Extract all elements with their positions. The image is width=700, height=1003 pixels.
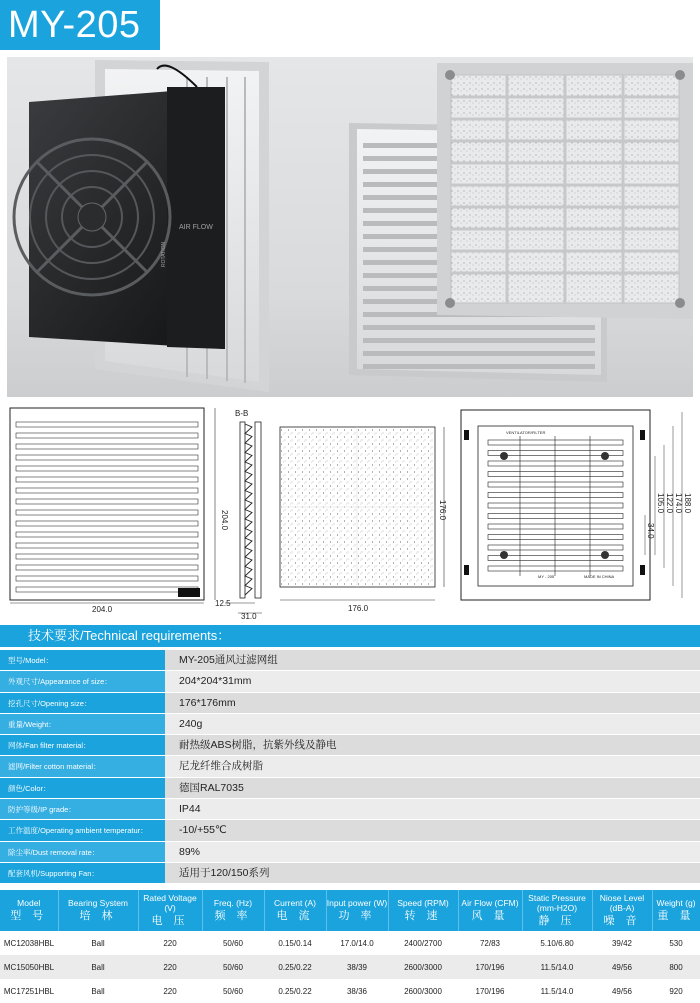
table-cell: 5.10/6.80 [522,931,592,955]
table-cell: Ball [58,979,138,1003]
table-cell: 920 [652,979,700,1003]
table-cell: 530 [652,931,700,955]
front-height-dim: 204.0 [220,510,229,531]
rotation-label: ROTATION [161,241,167,267]
spec-value: -10/+55℃ [165,820,700,841]
section-label: B-B [235,409,249,418]
spec-row [0,756,700,777]
table-cell: 50/60 [202,955,264,979]
rear-view-drawing [461,410,692,600]
rear-dim-label: 105.0 [656,493,665,514]
table-cell: Ball [58,955,138,979]
spec-label: 除尘率/Dust removal rate： [0,842,165,863]
table-cell: 0.25/0.22 [264,955,326,979]
grille-louver [363,325,595,330]
table-cell: MC15050HBL [0,955,58,979]
spec-label: 工作温度/Operating ambient temperatur： [0,820,165,841]
fan-table-header-cell [522,890,592,931]
table-cell: 2400/2700 [388,931,458,955]
rear-slat [488,503,623,508]
spec-value: 176*176mm [165,693,700,714]
table-cell: 49/56 [592,979,652,1003]
spec-list [0,650,700,884]
rear-label-mid: MY - 205 [538,574,555,579]
table-cell: 11.5/14.0 [522,979,592,1003]
spec-row [0,650,700,671]
fan-table-header-cell [58,890,138,931]
rear-slat [488,566,623,571]
table-row [0,955,700,979]
rear-dim-label: 122.0 [665,493,674,514]
table-cell: 2600/3000 [388,955,458,979]
fan-filter-assembly [14,60,269,392]
header-cn: 功 率 [338,910,376,922]
table-cell: 38/36 [326,979,388,1003]
header-en: Bearing System [68,898,128,908]
spec-label: 颜色/Color： [0,778,165,799]
table-cell: 50/60 [202,931,264,955]
rear-slat [488,524,623,529]
header-cn: 频 率 [214,910,252,922]
fan-table-header-cell [458,890,522,931]
rear-dim-label: 174.0 [674,493,683,514]
fan-table-header-cell [652,890,700,931]
table-cell: 17.0/14.0 [326,931,388,955]
fan-table-body [0,931,700,1003]
header-cn: 噪 音 [603,915,641,927]
table-cell: MC17251HBL [0,979,58,1003]
product-photo-illustration [7,57,693,397]
front-view-drawing [10,408,229,614]
fan-table-header-cell [326,890,388,931]
spec-row [0,842,700,863]
rear-slat [488,493,623,498]
drawings-svg [0,400,700,622]
table-cell: 220 [138,955,202,979]
spec-value: 尼龙纤维合成树脂 [165,756,700,777]
table-row [0,931,700,955]
spec-row [0,863,700,884]
table-cell: 170/196 [458,955,522,979]
spec-row [0,671,700,692]
header-en: Input power (W) [326,898,388,908]
table-row [0,979,700,1003]
header-en: Current (A) [273,898,317,908]
rear-slat [488,535,623,540]
header-cn: 转 速 [404,910,442,922]
spec-value: IP44 [165,799,700,820]
fan-table-header-cell [264,890,326,931]
header-cn: 重 量 [657,910,695,922]
fan-table-header-cell [0,890,58,931]
side-section-louvers [245,424,252,595]
spec-label: 重量/Weight： [0,714,165,735]
table-cell: 220 [138,931,202,955]
spec-label: 配套风机/Supporting Fan： [0,863,165,884]
spec-row [0,778,700,799]
table-cell: 0.15/0.14 [264,931,326,955]
spec-label: 滤网/Filter cotton material： [0,756,165,777]
table-cell: 72/83 [458,931,522,955]
spec-label: 外观尺寸/Appearance of size： [0,671,165,692]
rear-slat [488,545,623,550]
table-cell: 39/42 [592,931,652,955]
spec-label: 型号/Model： [0,650,165,671]
table-cell: 38/39 [326,955,388,979]
fan-table-header [0,890,700,931]
spec-value: MY-205通风过滤网组 [165,650,700,671]
spec-row [0,799,700,820]
fan-table-header-cell [202,890,264,931]
header-cn: 电 压 [151,915,189,927]
fan-spec-table [0,890,700,1003]
fan-table-header-cell [138,890,202,931]
product-title: MY-205 [0,0,160,50]
spec-value: 89% [165,842,700,863]
fan-table-header-cell [592,890,652,931]
spec-row [0,693,700,714]
section-sawtooth [245,424,252,595]
spec-value: 德国RAL7035 [165,778,700,799]
spec-row [0,735,700,756]
filter-height-dim: 176.0 [438,500,447,521]
rear-slat [488,461,623,466]
spec-label: 网体/Fan filter material： [0,735,165,756]
rear-slat [488,514,623,519]
table-cell: 50/60 [202,979,264,1003]
rear-dim-label: 188.0 [683,493,692,514]
rear-label-top: VENTILATOR/FILTER [506,430,546,435]
airflow-label: AIR FLOW [179,224,213,231]
header-en: Niose Level (dB-A) [599,893,645,913]
rear-dim-label: 34.0 [646,523,655,539]
rear-label-bottom: MADE IN CHINA [584,574,615,579]
header-cn: 风 量 [471,910,509,922]
spec-value: 适用于120/150系列 [165,863,700,884]
table-cell: Ball [58,931,138,955]
header-en: Weight (g) [656,898,696,908]
table-cell: 0.25/0.22 [264,979,326,1003]
side-depth-b-dim: 31.0 [241,612,257,621]
side-depth-a-dim: 12.5 [215,599,231,608]
grille-louver [363,338,595,343]
table-cell: 2600/3000 [388,979,458,1003]
front-width-dim: 204.0 [92,605,113,614]
fan-table-header-cell [388,890,458,931]
spec-label: 挖孔尺寸/Opening size： [0,693,165,714]
table-cell: MC12038HBL [0,931,58,955]
rear-slat [488,472,623,477]
filter-cotton-drawing [280,427,447,613]
header-cn: 培 林 [79,910,117,922]
product-photo [7,57,693,397]
header-cn: 电 流 [276,910,314,922]
grille-louver [363,364,595,369]
filter-width-dim: 176.0 [348,604,369,613]
spec-label: 防护等级/IP grade： [0,799,165,820]
header-en: Speed (RPM) [397,898,449,908]
table-cell: 170/196 [458,979,522,1003]
table-cell: 800 [652,955,700,979]
table-cell: 49/56 [592,955,652,979]
grille-louver [363,351,595,356]
spec-value: 耐热级ABS树脂，抗紫外线及静电 [165,735,700,756]
table-cell: 220 [138,979,202,1003]
technical-drawings [0,400,700,622]
spec-value: 204*204*31mm [165,671,700,692]
header-en: Model [17,898,41,908]
header-en: Rated Voltage (V) [143,893,197,913]
spec-row [0,714,700,735]
header-en: Freq. (Hz) [213,898,253,908]
header-en: Static Pressure (mm-H2O) [528,893,586,913]
header-cn: 静 压 [538,915,576,927]
spec-value: 240g [165,714,700,735]
header-en: Air Flow (CFM) [461,898,519,908]
grille-rear [437,63,693,319]
rear-slat [488,482,623,487]
spec-row [0,820,700,841]
header-cn: 型 号 [10,910,48,922]
technical-requirements-header: 技术要求/Technical requirements： [0,625,700,647]
rear-slat [488,440,623,445]
table-cell: 11.5/14.0 [522,955,592,979]
